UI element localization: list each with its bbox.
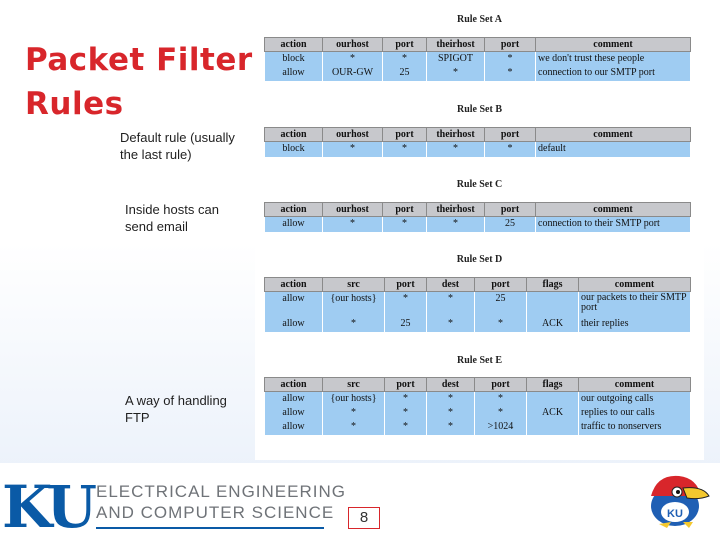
header-cell: ourhost — [323, 128, 383, 142]
table-cell: replies to our calls — [579, 407, 691, 421]
rule-set-c-table — [264, 202, 691, 232]
table-cell: * — [323, 217, 383, 233]
table-cell: * — [427, 67, 485, 81]
table-cell: * — [385, 407, 427, 421]
table-cell: allow — [265, 407, 323, 421]
header-cell: comment — [536, 38, 691, 52]
table-cell: 25 — [383, 67, 427, 81]
table-cell: * — [475, 407, 527, 421]
header-cell: port — [383, 128, 427, 142]
table-cell: 25 — [475, 292, 527, 318]
table-cell: {our hosts} — [323, 392, 385, 408]
header-cell: action — [265, 38, 323, 52]
svg-text:KU: KU — [667, 508, 683, 520]
table-cell: * — [427, 407, 475, 421]
note-ftp-line2: FTP — [125, 410, 150, 425]
table-cell — [527, 421, 579, 435]
page-number: 8 — [348, 507, 380, 529]
table-cell: block — [265, 52, 323, 68]
table-cell: * — [485, 67, 536, 81]
note-inside-hosts-line1: Inside hosts can — [125, 202, 219, 217]
table-cell: we don't trust these people — [536, 52, 691, 68]
table-cell: * — [385, 392, 427, 408]
table-cell: allow — [265, 318, 323, 332]
header-cell: port — [485, 203, 536, 217]
table-cell: ACK — [527, 318, 579, 332]
header-cell: port — [383, 203, 427, 217]
table-cell: default — [536, 142, 691, 158]
table-row — [265, 392, 691, 408]
header-cell: comment — [579, 278, 691, 292]
table-cell: allow — [265, 292, 323, 318]
header-cell: port — [485, 38, 536, 52]
header-cell: dest — [427, 378, 475, 392]
table-cell: * — [383, 217, 427, 233]
table-row — [265, 318, 691, 332]
table-cell: our packets to their SMTP port — [579, 292, 691, 318]
slide-title — [25, 38, 255, 126]
header-cell: action — [265, 128, 323, 142]
header-cell: port — [475, 278, 527, 292]
table-cell: SPIGOT — [427, 52, 485, 68]
table-cell: * — [427, 421, 475, 435]
header-cell: action — [265, 278, 323, 292]
table-row — [265, 421, 691, 435]
table-cell: {our hosts} — [323, 292, 385, 318]
table-cell: OUR-GW — [323, 67, 383, 81]
header-cell: port — [383, 38, 427, 52]
rule-set-d-table — [264, 277, 691, 332]
table-header-row — [265, 203, 691, 217]
table-cell: connection to our SMTP port — [536, 67, 691, 81]
dept-name-line1: ELECTRICAL ENGINEERING — [96, 482, 346, 501]
table-header-row — [265, 378, 691, 392]
table-cell: >1024 — [475, 421, 527, 435]
table-cell: * — [323, 52, 383, 68]
table-cell: allow — [265, 421, 323, 435]
header-cell: ourhost — [323, 203, 383, 217]
table-cell: 25 — [485, 217, 536, 233]
header-cell: src — [323, 378, 385, 392]
table-header-row — [265, 278, 691, 292]
rule-set-e-title: Rule Set E — [457, 355, 502, 366]
slide-title-line2: Rules — [25, 86, 124, 122]
table-cell: ACK — [527, 407, 579, 421]
table-cell: allow — [265, 392, 323, 408]
header-cell: flags — [527, 278, 579, 292]
table-cell: 25 — [385, 318, 427, 332]
table-row — [265, 292, 691, 318]
rule-set-b-table — [264, 127, 691, 157]
rule-set-d-title: Rule Set D — [456, 254, 503, 265]
note-default-rule-line1: Default rule (usually — [120, 130, 235, 145]
jayhawk-icon — [637, 466, 713, 530]
header-cell: ourhost — [323, 38, 383, 52]
table-cell: connection to their SMTP port — [536, 217, 691, 233]
note-inside-hosts-line2: send email — [125, 219, 188, 234]
header-cell: action — [265, 203, 323, 217]
table-cell: * — [475, 318, 527, 332]
header-cell: comment — [579, 378, 691, 392]
table-row — [265, 67, 691, 81]
header-cell: action — [265, 378, 323, 392]
table-cell: their replies — [579, 318, 691, 332]
header-cell: src — [323, 278, 385, 292]
header-cell: theirhost — [427, 203, 485, 217]
slide-title-line1: Packet Filter — [25, 42, 253, 78]
dept-underline — [96, 527, 324, 529]
table-cell — [527, 292, 579, 318]
table-cell: traffic to nonservers — [579, 421, 691, 435]
table-cell: * — [383, 142, 427, 158]
table-row — [265, 217, 691, 233]
note-ftp — [125, 392, 227, 426]
table-cell: * — [385, 421, 427, 435]
table-cell: * — [485, 52, 536, 68]
header-cell: flags — [527, 378, 579, 392]
header-cell: port — [385, 378, 427, 392]
table-cell: our outgoing calls — [579, 392, 691, 408]
rule-set-b-title: Rule Set B — [457, 104, 502, 115]
table-cell: allow — [265, 217, 323, 233]
header-cell: port — [475, 378, 527, 392]
table-header-row — [265, 128, 691, 142]
table-cell: * — [323, 142, 383, 158]
table-cell: block — [265, 142, 323, 158]
header-cell: dest — [427, 278, 475, 292]
header-cell: port — [385, 278, 427, 292]
table-row — [265, 407, 691, 421]
table-cell: * — [427, 292, 475, 318]
table-cell: allow — [265, 67, 323, 81]
header-cell: theirhost — [427, 128, 485, 142]
rule-set-a-title: Rule Set A — [457, 14, 502, 25]
table-cell: * — [323, 421, 385, 435]
table-cell: * — [475, 392, 527, 408]
note-ftp-line1: A way of handling — [125, 393, 227, 408]
ku-logo: KU — [2, 473, 93, 541]
header-cell: comment — [536, 128, 691, 142]
table-row — [265, 142, 691, 158]
note-inside-hosts — [125, 201, 219, 235]
table-cell: * — [427, 217, 485, 233]
note-default-rule-line2: the last rule) — [120, 147, 192, 162]
table-cell: * — [323, 318, 385, 332]
table-cell: * — [427, 142, 485, 158]
rule-set-c-title: Rule Set C — [456, 179, 503, 190]
table-cell: * — [427, 318, 475, 332]
rule-set-e-table — [264, 377, 691, 435]
table-cell: * — [485, 142, 536, 158]
table-row — [265, 52, 691, 68]
table-cell — [527, 392, 579, 408]
rule-sets-figure — [255, 0, 704, 460]
table-cell: * — [385, 292, 427, 318]
table-cell: * — [323, 407, 385, 421]
rule-set-a-table — [264, 37, 691, 81]
dept-name-line2: AND COMPUTER SCIENCE — [96, 503, 335, 522]
table-cell: * — [383, 52, 427, 68]
header-cell: theirhost — [427, 38, 485, 52]
table-cell: * — [427, 392, 475, 408]
table-header-row — [265, 38, 691, 52]
header-cell: port — [485, 128, 536, 142]
header-cell: comment — [536, 203, 691, 217]
note-default-rule — [120, 129, 235, 163]
